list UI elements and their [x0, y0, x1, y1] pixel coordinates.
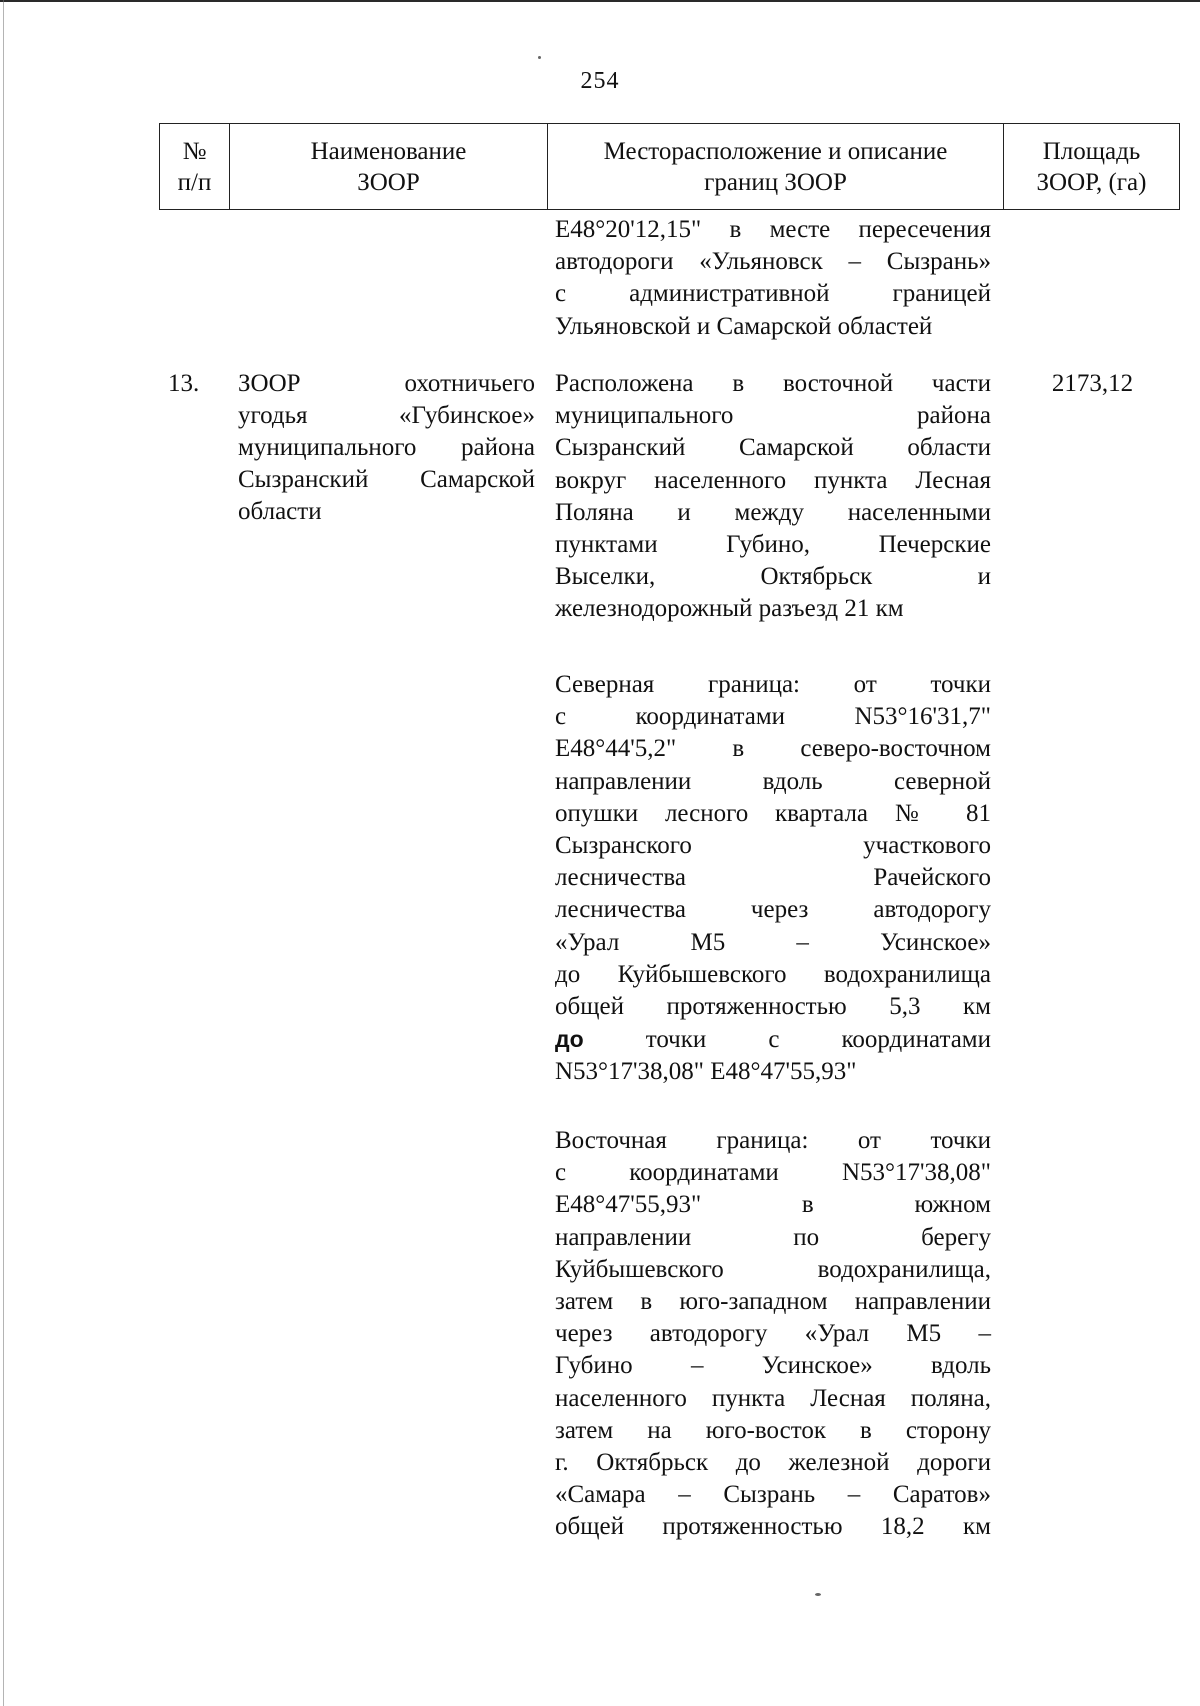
entry-location-description [555, 368, 991, 626]
header-area-line: Площадь [1042, 137, 1141, 165]
entry-name [238, 368, 535, 528]
continuation-text [555, 214, 991, 343]
text-line: общей протяженностью 18,2 км [555, 1513, 991, 1541]
text-line: направлении вдоль северной [555, 767, 991, 795]
text-line: Выселки, Октябрьск и [555, 563, 991, 591]
east-boundary-description [555, 1125, 991, 1544]
entry-number: 13. [168, 370, 200, 397]
header-number-line: № [182, 137, 207, 165]
page-number: 254 [580, 68, 620, 94]
scan-speck [538, 56, 541, 59]
text-line: с координатами N53°17'38,08" [555, 1159, 991, 1187]
header-number-line: п/п [177, 168, 212, 196]
text-line: вокруг населенного пункта Лесная [555, 466, 991, 494]
header-name-line: Наименование [310, 137, 467, 165]
header-area-line: ЗООР, (га) [1036, 168, 1147, 196]
text-line: Куйбышевского водохранилища, [555, 1255, 991, 1283]
text-line: муниципального района [555, 402, 991, 430]
text-line: Губино – Усинское» вдоль [555, 1352, 991, 1380]
text-line: Сызранский Самарской области [555, 434, 991, 462]
text-line: Северная граница: от точки [555, 671, 991, 698]
text-line: общей протяженностью 5,3 км [555, 993, 991, 1021]
bold-word: до [555, 1026, 584, 1053]
text-fragment: точки с координатами [645, 1026, 991, 1054]
text-line: населенного пункта Лесная поляна, [555, 1384, 991, 1412]
text-line: до Куйбышевского водохранилища [555, 960, 991, 988]
header-name-line: ЗООР [357, 168, 420, 196]
text-line: муниципального района [238, 434, 535, 461]
text-line: Восточная граница: от точки [555, 1127, 991, 1154]
text-line: E48°47'55,93" в южном [555, 1191, 991, 1219]
text-line: N53°17'38,08" E48°47'55,93" [555, 1058, 857, 1086]
text-line: Сызранского участкового [555, 832, 991, 860]
text-line: затем на юго-восток в сторону [555, 1416, 991, 1444]
scan-left-edge [3, 0, 4, 1706]
scan-speck [815, 1593, 821, 1596]
header-number-cell [160, 124, 230, 210]
north-boundary-description [555, 669, 991, 1089]
text-line: железнодорожный разъезд 21 км [555, 595, 904, 623]
table-header [159, 123, 1180, 210]
text-line: автодороги «Ульяновск – Сызрань» [555, 248, 991, 276]
header-location-line: Месторасположение и описание [603, 137, 948, 165]
text-line: через автодорогу «Урал М5 – [555, 1320, 991, 1348]
entry-area: 2173,12 [1051, 370, 1134, 397]
text-line: ЗООР охотничьего [238, 370, 535, 397]
header-location-cell [548, 124, 1004, 210]
text-line: Расположена в восточной части [555, 370, 991, 397]
text-line: с административной границей [555, 280, 991, 308]
scan-top-edge [0, 0, 1200, 2]
header-area-cell [1004, 124, 1180, 210]
text-line: лесничества через автодорогу [555, 896, 991, 924]
text-line [555, 1023, 991, 1056]
text-line: Поляна и между населенными [555, 498, 991, 526]
text-line: E48°20'12,15" в месте пересечения [555, 216, 991, 243]
text-line: пунктами Губино, Печерские [555, 531, 991, 559]
text-line: направлении по берегу [555, 1223, 991, 1251]
text-line: «Самара – Сызрань – Саратов» [555, 1481, 991, 1509]
text-line: области [238, 498, 322, 525]
text-line: лесничества Рачейского [555, 864, 991, 892]
text-line: с координатами N53°16'31,7" [555, 703, 991, 731]
text-line: «Урал М5 – Усинское» [555, 928, 991, 956]
text-line: Сызранский Самарской [238, 466, 535, 493]
header-name-cell [230, 124, 548, 210]
header-location-line: границ ЗООР [704, 168, 847, 196]
text-line: опушки лесного квартала № 81 [555, 799, 991, 827]
text-line: затем в юго-западном направлении [555, 1288, 991, 1316]
text-line: E48°44'5,2" в северо-восточном [555, 735, 991, 763]
text-line: угодья «Губинское» [238, 402, 535, 429]
text-line: г. Октябрьск до железной дороги [555, 1449, 991, 1477]
text-line: Ульяновской и Самарской областей [555, 312, 933, 340]
